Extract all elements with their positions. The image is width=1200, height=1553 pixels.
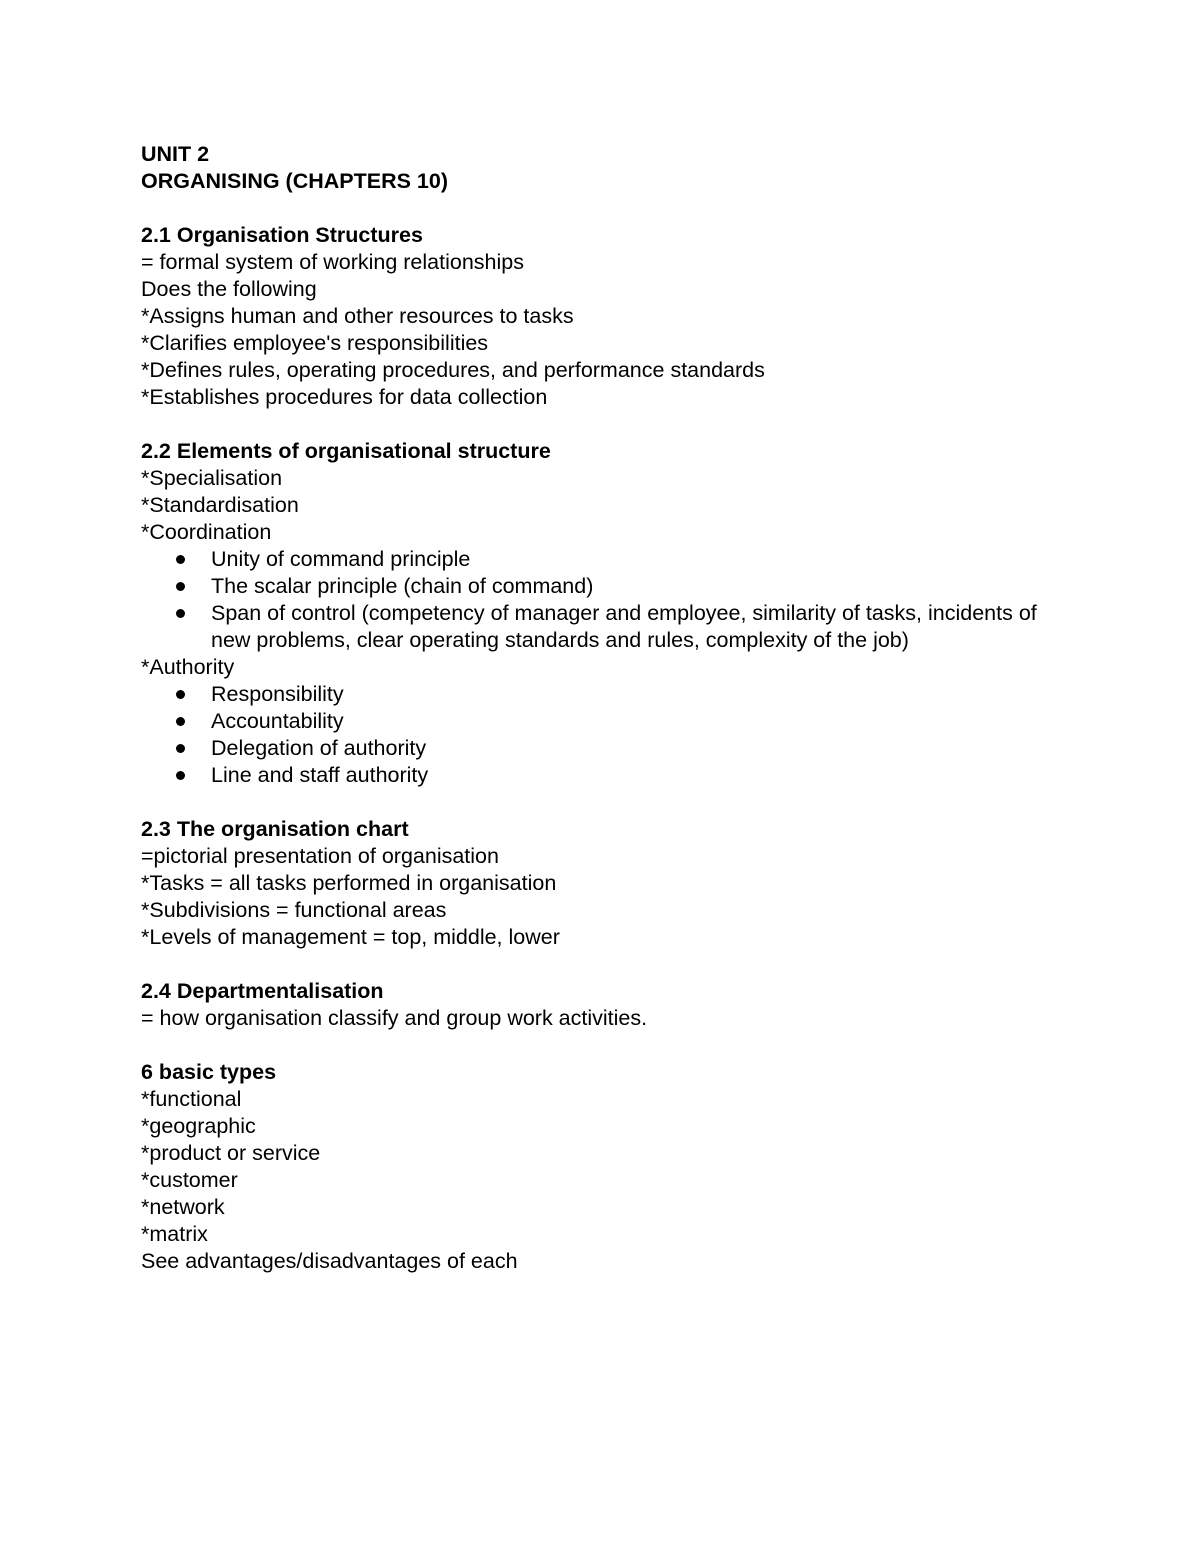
section-2-1-heading: 2.1 Organisation Structures xyxy=(141,223,423,247)
coordination-item: *Coordination xyxy=(141,520,272,544)
bullet-icon xyxy=(176,582,185,591)
bullet-text: Delegation of authority xyxy=(211,736,427,760)
basic-type-item: *geographic xyxy=(141,1114,256,1138)
bullet-item xyxy=(141,735,1071,762)
spacer xyxy=(141,195,1081,222)
section-2-1-item: *Clarifies employee's responsibilities xyxy=(141,331,489,355)
spacer xyxy=(141,789,1081,816)
bullet-icon xyxy=(176,744,185,753)
bullet-text: Line and staff authority xyxy=(211,763,429,787)
spacer xyxy=(141,1032,1081,1059)
bullet-text: The scalar principle (chain of command) xyxy=(211,574,594,598)
basic-type-item: *functional xyxy=(141,1087,242,1111)
bullet-item xyxy=(141,573,1071,600)
bullet-item xyxy=(141,708,1071,735)
spacer xyxy=(141,411,1081,438)
bullet-text: Responsibility xyxy=(211,682,344,706)
section-2-3-heading: 2.3 The organisation chart xyxy=(141,817,409,841)
bullet-item xyxy=(141,681,1071,708)
section-2-3-item: =pictorial presentation of organisation xyxy=(141,844,499,868)
bullet-icon xyxy=(176,609,185,618)
bullet-icon xyxy=(176,771,185,780)
bullet-icon xyxy=(176,555,185,564)
basic-type-item: *network xyxy=(141,1195,225,1219)
basic-type-item: *matrix xyxy=(141,1222,208,1246)
section-2-3-item: *Tasks = all tasks performed in organisation xyxy=(141,871,557,895)
document-page xyxy=(141,141,1081,1275)
unit-subtitle: ORGANISING (CHAPTERS 10) xyxy=(141,169,449,193)
bullet-item xyxy=(141,546,1071,573)
standardisation-item: *Standardisation xyxy=(141,493,299,517)
section-2-2-heading: 2.2 Elements of organisational structure xyxy=(141,439,551,463)
basic-types-heading: 6 basic types xyxy=(141,1060,277,1084)
authority-item: *Authority xyxy=(141,655,235,679)
bullet-icon xyxy=(176,690,185,699)
basic-types-note: See advantages/disadvantages of each xyxy=(141,1249,518,1273)
section-2-4-heading: 2.4 Departmentalisation xyxy=(141,979,384,1003)
bullet-text: Unity of command principle xyxy=(211,547,471,571)
section-2-4-definition: = how organisation classify and group work activities. xyxy=(141,1006,648,1030)
bullet-text: Accountability xyxy=(211,709,344,733)
spacer xyxy=(141,951,1081,978)
coordination-bullet-list xyxy=(141,546,1081,654)
bullet-item xyxy=(141,762,1071,789)
section-2-3-item: *Subdivisions = functional areas xyxy=(141,898,447,922)
bullet-item xyxy=(141,600,1071,654)
authority-bullet-list xyxy=(141,681,1081,789)
bullet-icon xyxy=(176,717,185,726)
section-2-3-item: *Levels of management = top, middle, lower xyxy=(141,925,560,949)
basic-type-item: *product or service xyxy=(141,1141,321,1165)
section-2-1-item: *Defines rules, operating procedures, and performance standards xyxy=(141,358,765,382)
basic-type-item: *customer xyxy=(141,1168,238,1192)
unit-title: UNIT 2 xyxy=(141,142,210,166)
section-2-1-item: *Assigns human and other resources to tasks xyxy=(141,304,574,328)
section-2-1-intro: Does the following xyxy=(141,277,317,301)
section-2-1-definition: = formal system of working relationships xyxy=(141,250,524,274)
specialisation-item: *Specialisation xyxy=(141,466,283,490)
bullet-text: Span of control (competency of manager and employee, similarity of tasks, incidents of new problems, clear operating standards and rules, complexity of the job) xyxy=(211,601,1037,652)
section-2-1-item: *Establishes procedures for data collection xyxy=(141,385,548,409)
